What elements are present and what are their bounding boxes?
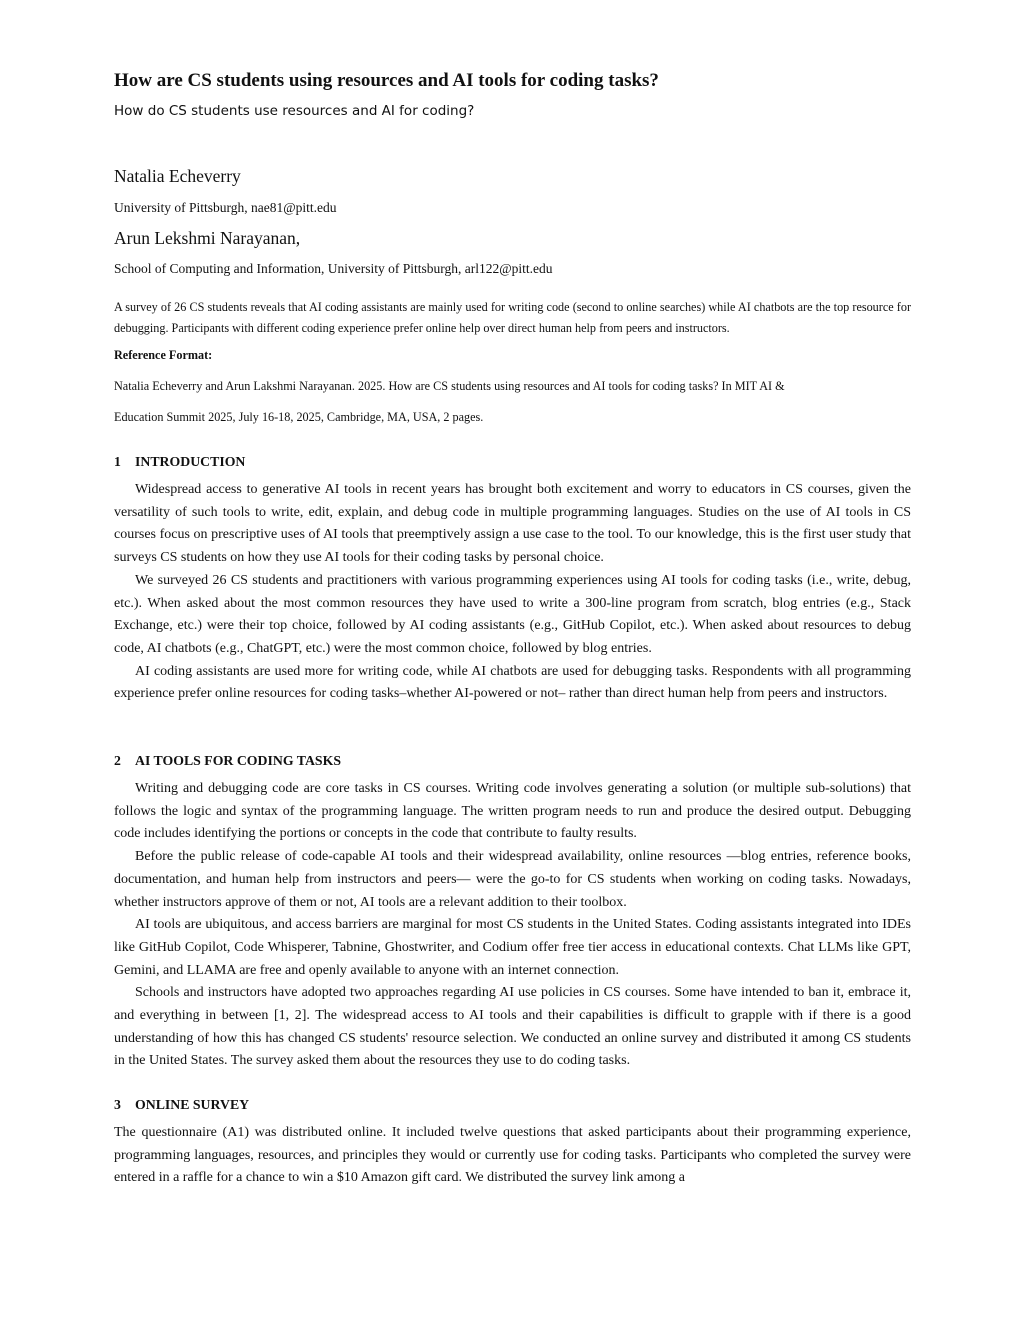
section-number: 2: [114, 753, 121, 768]
reference-format-heading: Reference Format:: [114, 348, 213, 362]
section-body: [114, 479, 911, 706]
paragraph: AI tools are ubiquitous, and access barriers are marginal for most CS students in the United States. Coding assistants integrated into IDEs like GitHub Copilot, Code Whisperer, Tabnine, Ghostwriter, and Codium offer free tier access in educational contexts. Chat LLMs like GPT, Gemini, and LLAMA are free and openly available to anyone with an internet connection.: [114, 917, 911, 978]
section-heading: [114, 753, 341, 769]
reference-format-line: Natalia Echeverry and Arun Lakshmi Narayanan. 2025. How are CS students using resources and AI tools for coding tasks? In MIT AI &: [114, 379, 785, 393]
author-affiliation: School of Computing and Information, University of Pittsburgh, arl122@pitt.edu: [114, 261, 553, 276]
abstract: A survey of 26 CS students reveals that AI coding assistants are mainly used for writing code (second to online searches) while AI chatbots are the top resource for debugging. Participants with different coding experience prefer online help over direct human help from peers and instructors.: [114, 300, 911, 335]
paragraph: We surveyed 26 CS students and practitioners with various programming experiences using AI tools for coding tasks (i.e., write, debug, etc.). When asked about the most common resources they have used to write a 300-line program from scratch, blog entries (e.g., Stack Exchange, etc.) were their top choice, followed by AI coding assistants (e.g., GitHub Copilot, etc.). When asked about resources to debug code, AI chatbots (e.g., ChatGPT, etc.) were the most common choice, followed by blog entries.: [114, 572, 911, 656]
section-number: 1: [114, 454, 121, 469]
paragraph: AI coding assistants are used more for writing code, while AI chatbots are used for debugging tasks. Respondents with all programming experience prefer online resources for coding tasks–whether AI-powered or not– rather than direct human help from peers and instructors.: [114, 663, 911, 702]
paragraph: Writing and debugging code are core tasks in CS courses. Writing code involves generating a solution (or multiple sub-solutions) that follows the logic and syntax of the programming language. The written program needs to run and produce the desired output. Debugging code includes identifying the portions or concepts in the code that contribute to faulty results.: [114, 781, 911, 842]
author-name: Arun Lekshmi Narayanan,: [114, 228, 301, 248]
section-title: ONLINE SURVEY: [135, 1097, 250, 1112]
section-title: AI TOOLS FOR CODING TASKS: [135, 753, 341, 768]
section-number: 3: [114, 1097, 121, 1112]
paper-title: How are CS students using resources and AI tools for coding tasks?: [114, 70, 659, 91]
author-name: Natalia Echeverry: [114, 166, 241, 186]
paper-subtitle: How do CS students use resources and AI for coding?: [114, 103, 475, 119]
section-title: INTRODUCTION: [135, 454, 246, 469]
author-affiliation: University of Pittsburgh, nae81@pitt.edu: [114, 200, 337, 215]
section-heading: [114, 1097, 249, 1113]
paragraph: Before the public release of code-capable AI tools and their widespread availability, online resources —blog entries, reference books, documentation, and human help from instructors and peers— were the go-to for CS students when working on coding tasks. Nowadays, whether instructors approve of them or not, AI tools are a relevant addition to their toolbox.: [114, 849, 911, 910]
paragraph: Widespread access to generative AI tools in recent years has brought both excitement and worry to educators in CS courses, given the versatility of such tools to write, edit, explain, and debug code in multiple programming languages. Studies on the use of AI tools in CS courses focus on prescriptive uses of AI tools that preemptively assign a use case to the tool. To our knowledge, this is the first user study that surveys CS students on how they use AI tools for their coding tasks by personal choice.: [114, 482, 911, 566]
section-body: [114, 778, 911, 1073]
paragraph: Schools and instructors have adopted two approaches regarding AI use policies in CS courses. Some have intended to ban it, embrace it, and everything in between [1, 2]. The widespread access to AI tools and their capabilities is difficult to grapple with if there is a good understanding of how this has changed CS students' resource selection. We conducted an online survey and distributed it among CS students in the United States. The survey asked them about the resources they use to do coding tasks.: [114, 985, 911, 1069]
reference-format-line: Education Summit 2025, July 16-18, 2025, Cambridge, MA, USA, 2 pages.: [114, 410, 484, 424]
section-heading: [114, 454, 245, 470]
section-body: [114, 1122, 911, 1190]
paragraph: The questionnaire (A1) was distributed online. It included twelve questions that asked participants about their programming experience, programming languages, resources, and principles they would or currently use for coding tasks. Participants who completed the survey were entered in a raffle for a chance to win a $10 Amazon gift card. We distributed the survey link among a: [114, 1125, 911, 1186]
